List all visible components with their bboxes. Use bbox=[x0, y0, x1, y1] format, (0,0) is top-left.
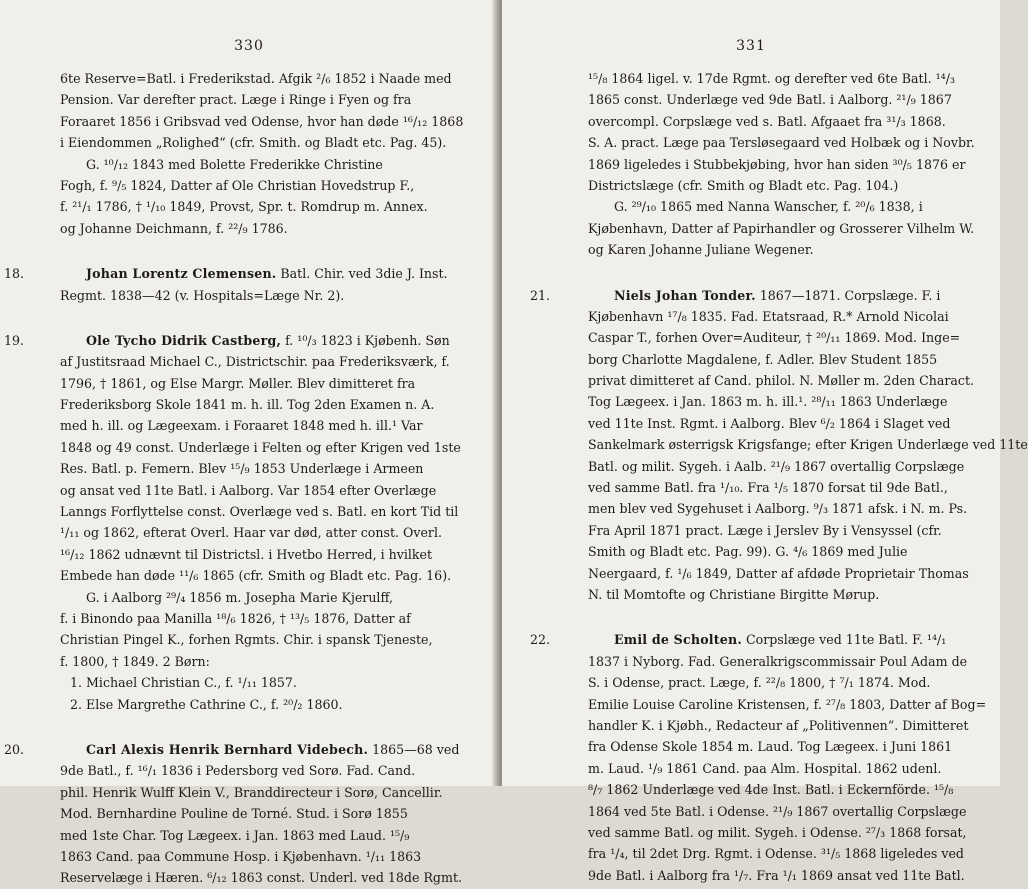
text-line: Neergaard, f. ¹/₆ 1849, Datter af afdøde Proprietair Thomas bbox=[588, 565, 969, 581]
entry-name: Ole Tycho Didrik Castberg, bbox=[86, 332, 282, 348]
text-line: N. til Momtofte og Christiane Birgitte Mørup. bbox=[588, 586, 880, 602]
text-line: fra Odense Skole 1854 m. Laud. Tog Lægeex. i Juni 1861 bbox=[588, 739, 953, 755]
left-page bbox=[0, 0, 498, 886]
text-line: S. i Odense, pract. Læge, f. ²²/₈ 1800, † ⁷/₁ 1874. Mod. bbox=[588, 675, 931, 691]
text-line: Frederiksborg Skole 1841 m. h. ill. Tog 2den Examen n. A. bbox=[60, 397, 435, 413]
text-line: handler K. i Kjøbh., Redacteur af „Politivennen“. Dimitteret bbox=[588, 717, 969, 733]
text-line: med 1ste Char. Tog Lægeex. i Jan. 1863 med Laud. ¹⁵/₉ bbox=[60, 827, 410, 843]
text-line: G. ²⁹/₁₀ 1865 med Nanna Wanscher, f. ²⁰/₆ 1838, i bbox=[614, 199, 923, 215]
entry-number: 20. bbox=[4, 741, 25, 757]
child-item: 2. Else Margrethe Cathrine C., f. ²⁰/₂ 1860. bbox=[70, 696, 343, 712]
entry-name: Niels Johan Tonder. bbox=[614, 287, 756, 303]
entry-name: Johan Lorentz Clemensen. bbox=[86, 266, 277, 282]
text-line: ⁸/₇ 1862 Underlæge ved 4de Inst. Batl. i Eckernförde. ¹⁵/₈ bbox=[588, 782, 954, 798]
page-text bbox=[4, 68, 464, 889]
text-line: men blev ved Sygehuset i Aalborg. ⁹/₃ 1871 afsk. i N. m. Ps. bbox=[588, 501, 968, 517]
entry-heading bbox=[4, 263, 452, 284]
text-line: 9de Batl. i Aalborg fra ¹/₇. Fra ¹/₁ 1869 ansat ved 11te Batl. bbox=[588, 867, 965, 883]
text-line: og ansat ved 11te Batl. i Aalborg. Var 1854 efter Overlæge bbox=[60, 482, 437, 498]
entry-heading bbox=[530, 285, 978, 306]
text-line: ¹⁶/₁₂ 1862 udnævnt til Districtsl. i Hvetbo Herred, i hvilket bbox=[60, 546, 433, 562]
text-line: f. i Binondo paa Manilla ¹⁸/₆ 1826, † ¹³/₅ 1876, Datter af bbox=[60, 610, 411, 626]
text-line: borg Charlotte Magdalene, f. Adler. Blev Student 1855 bbox=[588, 351, 938, 367]
text-line: ved samme Batl. fra ¹/₁₀. Fra ¹/₅ 1870 forsat til 9de Batl., bbox=[588, 480, 948, 496]
text-line: Emilie Louise Caroline Kristensen, f. ²⁷/₈ 1803, Datter af Bog= bbox=[588, 696, 987, 712]
entry-number: 21. bbox=[530, 287, 551, 303]
text-line: Mod. Bernhardine Pouline de Torné. Stud. i Sorø 1855 bbox=[60, 806, 408, 822]
child-item: 1. Michael Christian C., f. ¹/₁₁ 1857. bbox=[70, 675, 297, 691]
text-line: i Eiendommen „Roligheđ“ (cfr. Smith. og Bladt etc. Pag. 45). bbox=[60, 135, 447, 151]
text-line: overcompl. Corpslæge ved s. Batl. Afgaaet fra ³¹/₃ 1868. bbox=[588, 113, 946, 129]
text-line: af Justitsraad Michael C., Districtschir. paa Frederiksværk, f. bbox=[60, 354, 450, 370]
text-line: 6te Reserve=Batl. i Frederikstad. Afgik ²/₆ 1852 i Naade med bbox=[60, 71, 452, 86]
text-line: G. i Aalborg ²⁹/₄ 1856 m. Josepha Marie Kjerulff, bbox=[86, 589, 393, 605]
entry-heading bbox=[4, 739, 460, 760]
text-line: Districtslæge (cfr. Smith og Bladt etc. Pag. 104.) bbox=[588, 177, 899, 193]
text-line: og Karen Johanne Juliane Wegener. bbox=[588, 242, 814, 258]
entry-heading bbox=[4, 330, 452, 351]
text-line: Tog Lægeex. i Jan. 1863 m. h. ill.¹. ²⁸/₁₁ 1863 Underlæge bbox=[588, 394, 948, 410]
text-line: Caspar T., forhen Over=Auditeur, † ²⁰/₁₁ 1869. Mod. Inge= bbox=[588, 330, 961, 346]
text-line: 1837 i Nyborg. Fad. Generalkrigscommissair Poul Adam de bbox=[588, 653, 968, 669]
text-line: Pension. Var derefter pract. Læge i Ringe i Fyen og fra bbox=[60, 92, 412, 108]
text-line: ¹⁵/₈ 1864 ligel. v. 17de Rgmt. og derefter ved 6te Batl. ¹⁴/₃ bbox=[588, 71, 956, 86]
text-line: privat dimitteret af Cand. philol. N. Møller m. 2den Charact. bbox=[588, 373, 975, 389]
text-line: m. Laud. ¹/₉ 1861 Cand. paa Alm. Hospital. 1862 udenl. bbox=[588, 760, 942, 776]
entry-number: 18. bbox=[4, 266, 25, 282]
entry-text: f. ¹⁰/₃ 1823 i Kjøbenh. Søn bbox=[285, 332, 450, 348]
text-line: Foraaret 1856 i Gribsvad ved Odense, hvor han døde ¹⁶/₁₂ 1868 bbox=[60, 113, 464, 129]
entry-text: Batl. Chir. ved 3die J. Inst. bbox=[280, 266, 448, 282]
text-line: Embede han døde ¹¹/₆ 1865 (cfr. Smith og Bladt etc. Pag. 16). bbox=[60, 568, 452, 584]
text-line: med h. ill. og Lægeexam. i Foraaret 1848 med h. ill.¹ Var bbox=[60, 418, 423, 434]
entry-name: Carl Alexis Henrik Bernhard Videbech. bbox=[86, 741, 369, 757]
page-number: 330 bbox=[234, 38, 264, 54]
text-line: Res. Batl. p. Femern. Blev ¹⁵/₉ 1853 Underlæge i Armeen bbox=[60, 461, 424, 477]
text-line: Fogh, f. ⁹/₅ 1824, Datter af Ole Christian Hovedstrup F., bbox=[60, 177, 415, 193]
entry-text: Corpslæge ved 11te Batl. F. ¹⁴/₁ bbox=[745, 632, 947, 648]
text-line: Batl. og milit. Sygeh. i Aalb. ²¹/₉ 1867 overtallig Corpslæge bbox=[588, 458, 965, 474]
text-line: S. A. pract. Læge paa Tersløsegaard ved Holbæk og i Novbr. bbox=[588, 135, 975, 151]
text-line: 1796, † 1861, og Else Margr. Møller. Blev dimitteret fra bbox=[60, 375, 416, 391]
text-line: Kjøbenhavn ¹⁷/₈ 1835. Fad. Etatsraad, R.* Arnold Nicolai bbox=[588, 308, 949, 324]
entry-text: 1867—1871. Corpslæge. F. i bbox=[759, 287, 941, 303]
text-line: f. ²¹/₁ 1786, † ¹/₁₀ 1849, Provst, Spr. t. Romdrup m. Annex. bbox=[60, 199, 428, 215]
text-line: ¹/₁₁ og 1862, efterat Overl. Haar var død, atter const. Overl. bbox=[60, 525, 442, 541]
text-line: 1869 ligeledes i Stubbekjøbing, hvor han siden ³⁰/₅ 1876 er bbox=[588, 156, 966, 172]
text-line: Smith og Bladt etc. Pag. 99). G. ⁴/₆ 1869 med Julie bbox=[588, 544, 908, 560]
text-line: Fra April 1871 pract. Læge i Jerslev By i Vensyssel (cfr. bbox=[588, 522, 942, 538]
text-line: 1863 Cand. paa Commune Hosp. i Kjøbenhavn. ¹/₁₁ 1863 bbox=[60, 848, 422, 864]
text-line: Reservelæge i Hæren. ⁶/₁₂ 1863 const. Underl. ved 18de Rgmt. bbox=[60, 870, 463, 886]
text-line: Christian Pingel K., forhen Rgmts. Chir. i spansk Tjeneste, bbox=[60, 632, 433, 648]
entry-heading bbox=[530, 629, 978, 650]
text-line: 9de Batl., f. ¹⁶/₁ 1836 i Pedersborg ved Sorø. Fad. Cand. bbox=[60, 763, 416, 779]
entry-number: 22. bbox=[530, 632, 551, 648]
text-line: 1848 og 49 const. Underlæge i Felten og efter Krigen ved 1ste bbox=[60, 439, 461, 455]
text-line: Regmt. 1838—42 (v. Hospitals=Læge Nr. 2). bbox=[60, 287, 345, 303]
text-line: ved samme Batl. og milit. Sygeh. i Odense. ²⁷/₃ 1868 forsat, bbox=[588, 824, 967, 840]
text-line: 1865 const. Underlæge ved 9de Batl. i Aalborg. ²¹/₉ 1867 bbox=[588, 92, 952, 108]
text-line: f. 1800, † 1849. 2 Børn: bbox=[60, 653, 210, 669]
text-line: Sankelmark østerrigsk Krigsfange; efter Krigen Underlæge ved 11te bbox=[588, 437, 1028, 453]
text-line: G. ¹⁰/₁₂ 1843 med Bolette Frederikke Christine bbox=[86, 156, 383, 172]
text-line: 1864 ved 5te Batl. i Odense. ²¹/₉ 1867 overtallig Corpslæge bbox=[588, 803, 967, 819]
text-line: Kjøbenhavn, Datter af Papirhandler og Grosserer Vilhelm W. bbox=[588, 220, 974, 236]
page-number: 331 bbox=[736, 38, 766, 54]
text-line: ved 11te Inst. Rgmt. i Aalborg. Blev ⁶/₂ 1864 i Slaget ved bbox=[588, 415, 951, 431]
text-line: og Johanne Deichmann, f. ²²/₉ 1786. bbox=[60, 220, 288, 236]
entry-name: Emil de Scholten. bbox=[614, 632, 742, 648]
text-line: Lanngs Forflyttelse const. Overlæge ved s. Batl. en kort Tid til bbox=[60, 504, 459, 520]
text-line: fra ¹/₄, til 2det Drg. Rgmt. i Odense. ³¹/₅ 1868 ligeledes ved bbox=[588, 846, 964, 862]
entry-number: 19. bbox=[4, 332, 25, 348]
right-page bbox=[502, 0, 1028, 883]
entry-text: 1865—68 ved bbox=[372, 741, 460, 757]
text-line: phil. Henrik Wulff Klein V., Branddirecteur i Sorø, Cancellir. bbox=[60, 784, 443, 800]
page-text bbox=[530, 68, 1028, 886]
